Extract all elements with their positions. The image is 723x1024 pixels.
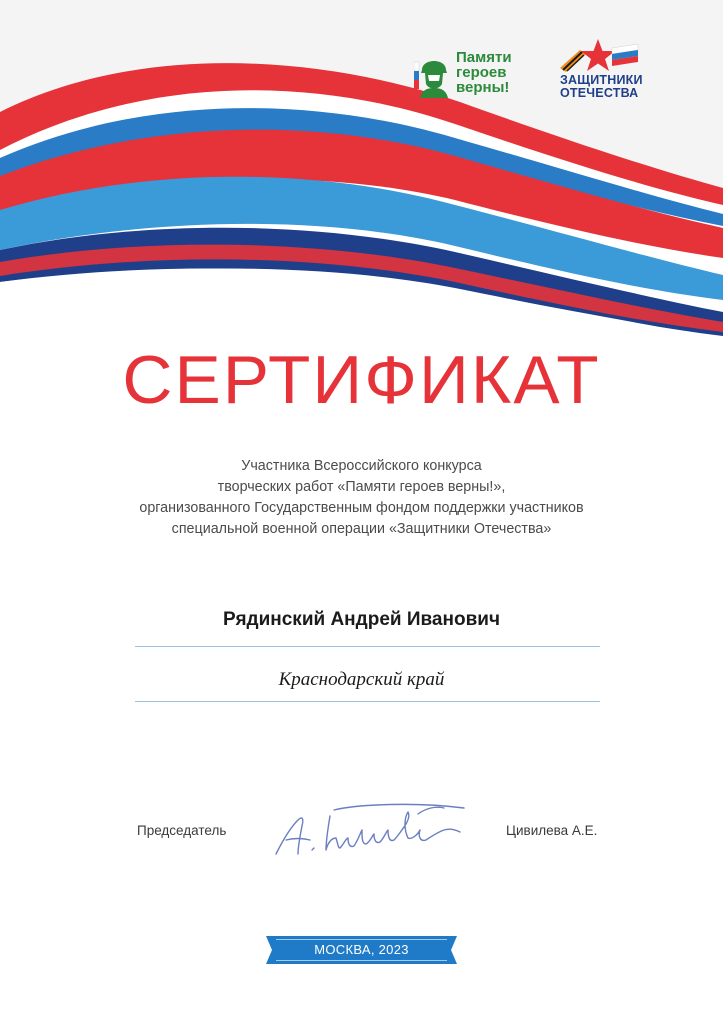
description-line: творческих работ «Памяти героев верны!»,	[217, 479, 506, 495]
description-line: специальной военной операции «Защитники Отечества»	[171, 521, 552, 537]
defenders-logo-line1: ЗАЩИТНИКИ	[560, 73, 643, 87]
heroes-logo-line3: верны!	[456, 79, 510, 96]
defenders-fatherland-logo	[558, 38, 686, 104]
heroes-logo-line1: Памяти	[456, 49, 512, 66]
certificate-title: СЕРТИФИКАТ	[122, 342, 601, 418]
defenders-logo-text	[560, 74, 643, 100]
chair-name: Цивилева А.Е.	[506, 823, 598, 838]
name-underline	[135, 646, 600, 647]
soldier-helmet-icon	[414, 52, 452, 98]
description-line: организованного Государственным фондом поддержки участников	[139, 500, 584, 516]
certificate-description	[80, 456, 643, 540]
description-line: Участника Всероссийского конкурса	[241, 458, 482, 474]
city-year-banner	[266, 936, 457, 964]
participant-region: Краснодарский край	[278, 669, 445, 690]
heroes-logo-line2: героев	[456, 64, 507, 81]
heroes-memory-logo	[414, 50, 522, 100]
heroes-logo-text	[456, 50, 512, 95]
chair-label: Председатель	[137, 823, 227, 838]
defenders-logo-line2: ОТЕЧЕСТВА	[560, 86, 639, 100]
city-year-text: МОСКВА, 2023	[314, 942, 409, 957]
participant-name: Рядинский Андрей Иванович	[223, 609, 500, 630]
red-star-ribbon-icon	[558, 38, 640, 76]
chair-signature-image	[268, 794, 478, 866]
region-underline	[135, 701, 600, 702]
